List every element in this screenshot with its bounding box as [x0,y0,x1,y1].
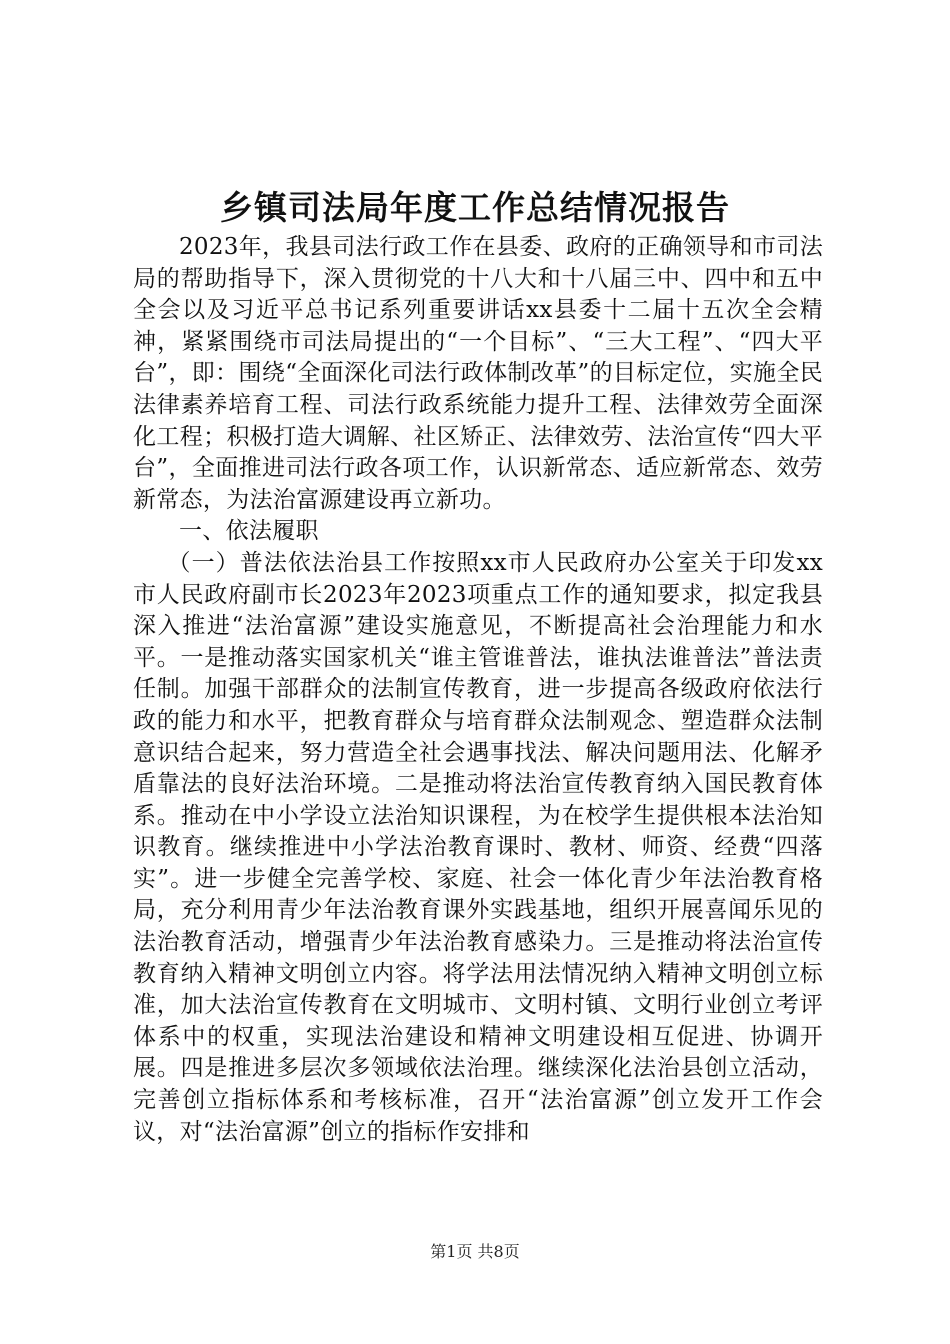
page-indicator: 第1页 共8页 [430,1242,520,1261]
paragraph-intro: 2023年，我县司法行政工作在县委、政府的正确领导和市司法局的帮助指导下，深入贯彻党的十八大和十八届三中、四中和五中全会以及习近平总书记系列重要讲话xx县委十二届十五次全会精神，紧紧围绕市司法局提出的“一个目标”、“三大工程”、“四大平台”，即：围绕“全面深化司法行政体制改革”的目标定位，实施全民法律素养培育工程、司法行政系统能力提升工程、法律效劳全面深化工程；积极打造大调解、社区矫正、法律效劳、法治宣传“四大平台”，全面推进司法行政各项工作，认识新常态、适应新常态、效劳新常态，为法治富源建设再立新功。 [133,234,823,513]
document-body [133,232,823,1148]
section-heading: 一、依法履职 [179,518,319,545]
document-title: 乡镇司法局年度工作总结情况报告 [220,188,730,227]
paragraph-section-1: （一）普法依法治县工作按照xx市人民政府办公室关于印发xx市人民政府副市长2023年2023项重点工作的通知要求，拟定我县深入推进“法治富源”建设实施意见，不断提高社会治理能力和水平。一是推动落实国家机关“谁主管谁普法，谁执法谁普法”普法责任制。加强干部群众的法制宣传教育，进一步提高各级政府依法行政的能力和水平，把教育群众与培育群众法制观念、塑造群众法制意识结合起来，努力营造全社会遇事找法、解决问题用法、化解矛盾靠法的良好法治环境。二是推动将法治宣传教育纳入国民教育体系。推动在中小学设立法治知识课程，为在校学生提供根本法治知识教育。继续推进中小学法治教育课时、教材、师资、经费“四落实”。进一步健全完善学校、家庭、社会一体化青少年法治教育格局，充分利用青少年法治教育课外实践基地，组织开展喜闻乐见的法治教育活动，增强青少年法治教育感染力。三是推动将法治宣传教育纳入精神文明创立内容。将学法用法情况纳入精神文明创立标准，加大法治宣传教育在文明城市、文明村镇、文明行业创立考评体系中的权重，实现法治建设和精神文明建设相互促进、协调开展。四是推进多层次多领域依法治理。继续深化法治县创立活动，完善创立指标体系和考核标准，召开“法治富源”创立发开工作会议，对“法治富源”创立的指标作安排和 [133,549,823,1145]
